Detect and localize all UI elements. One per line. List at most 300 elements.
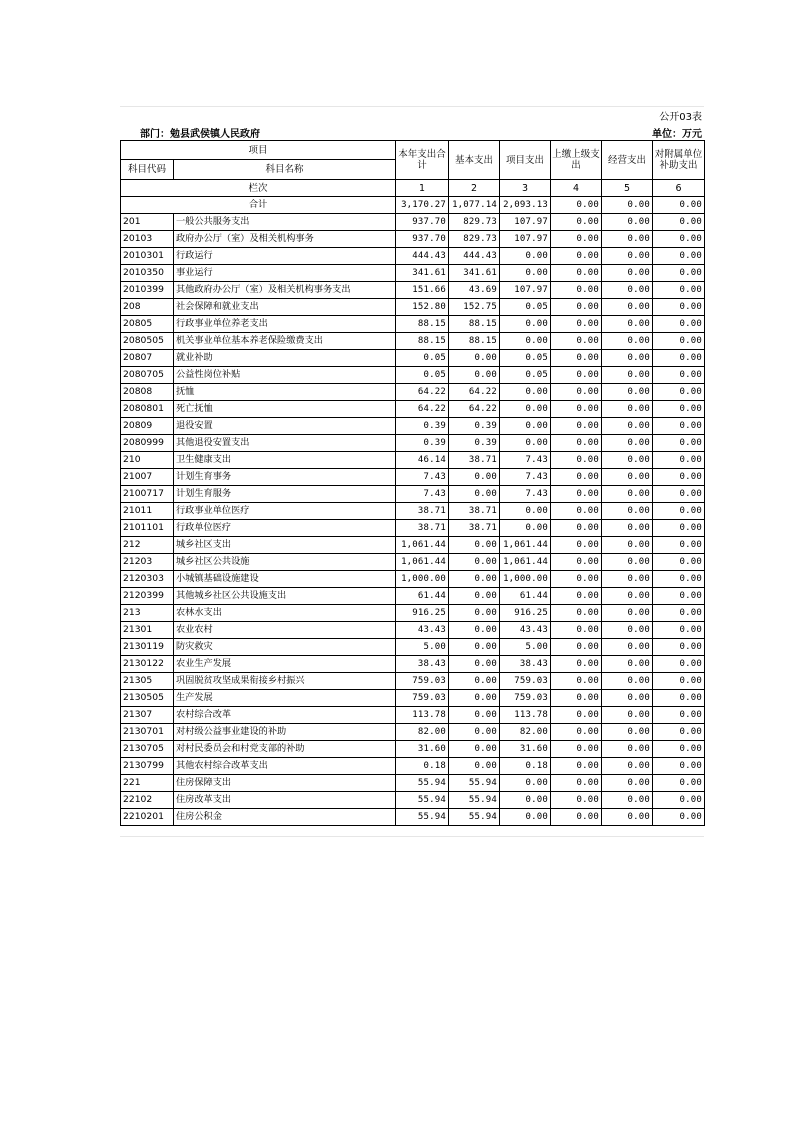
table-row	[121, 333, 705, 350]
cell-code: 21007	[121, 469, 174, 486]
cell-value: 0.00	[551, 673, 602, 690]
cell-code: 2101101	[121, 520, 174, 537]
cell-value: 0.00	[653, 554, 705, 571]
cell-value: 0.00	[653, 537, 705, 554]
cell-value: 0.00	[551, 537, 602, 554]
cell-value: 152.80	[396, 299, 449, 316]
cell-value: 31.60	[396, 741, 449, 758]
cell-value: 0.00	[653, 265, 705, 282]
cell-value: 0.00	[551, 418, 602, 435]
cell-value: 55.94	[449, 775, 500, 792]
cell-value: 444.43	[396, 248, 449, 265]
cell-value: 0.00	[551, 435, 602, 452]
cell-name: 巩固脱贫攻坚成果衔接乡村振兴	[174, 673, 396, 690]
cell-value: 0.00	[602, 809, 653, 826]
cell-value: 38.71	[396, 520, 449, 537]
cell-value: 0.00	[551, 741, 602, 758]
cell-value: 0.00	[602, 282, 653, 299]
table-row	[121, 690, 705, 707]
table-row	[121, 248, 705, 265]
cell-code: 21305	[121, 673, 174, 690]
cell-value: 759.03	[396, 673, 449, 690]
cell-value: 0.00	[602, 384, 653, 401]
cell-value: 38.71	[449, 503, 500, 520]
cell-value: 0.00	[500, 520, 551, 537]
cell-value: 0.00	[500, 401, 551, 418]
cell-value: 0.00	[449, 758, 500, 775]
cell-value: 0.39	[449, 435, 500, 452]
cell-name: 农业生产发展	[174, 656, 396, 673]
cell-value: 0.00	[551, 809, 602, 826]
cell-code: 2210201	[121, 809, 174, 826]
unit-label: 单位：万元	[652, 129, 702, 140]
cell-value: 0.00	[551, 775, 602, 792]
cell-code: 2080505	[121, 333, 174, 350]
cell-value: 0.00	[551, 469, 602, 486]
cell-value: 31.60	[500, 741, 551, 758]
cell-value: 38.71	[449, 452, 500, 469]
cell-code: 2080801	[121, 401, 174, 418]
cell-value: 0.00	[653, 384, 705, 401]
cell-value: 0.00	[449, 741, 500, 758]
cell-name: 城乡社区公共设施	[174, 554, 396, 571]
cell-code: 2080705	[121, 367, 174, 384]
cell-value: 0.39	[396, 435, 449, 452]
cell-value: 341.61	[396, 265, 449, 282]
cell-value: 0.00	[602, 537, 653, 554]
cell-code: 21011	[121, 503, 174, 520]
table-row	[121, 316, 705, 333]
cell-value: 0.00	[551, 571, 602, 588]
cell-value: 759.03	[396, 690, 449, 707]
table-row	[121, 418, 705, 435]
cell-name: 住房保障支出	[174, 775, 396, 792]
table-row	[121, 639, 705, 656]
cell-value: 0.00	[551, 503, 602, 520]
cell-name: 其他退役安置支出	[174, 435, 396, 452]
cell-value: 0.00	[653, 503, 705, 520]
cell-value: 64.22	[449, 384, 500, 401]
cell-code: 210	[121, 452, 174, 469]
cell-value: 7.43	[500, 469, 551, 486]
cell-value: 0.00	[602, 333, 653, 350]
cell-value: 0.00	[602, 299, 653, 316]
cell-value: 5.00	[500, 639, 551, 656]
cell-name: 生产发展	[174, 690, 396, 707]
cell-value: 0.00	[602, 792, 653, 809]
cell-value: 916.25	[396, 605, 449, 622]
cell-code: 201	[121, 214, 174, 231]
cell-code: 208	[121, 299, 174, 316]
total-label: 合计	[121, 197, 396, 214]
table-row	[121, 401, 705, 418]
cell-value: 0.00	[500, 792, 551, 809]
header-row-label: 栏次	[121, 180, 396, 197]
table-row	[121, 486, 705, 503]
cell-value: 0.00	[602, 588, 653, 605]
cell-name: 其他政府办公厅（室）及相关机构事务支出	[174, 282, 396, 299]
cell-value: 0.00	[602, 367, 653, 384]
cell-value: 88.15	[396, 316, 449, 333]
table-row	[121, 299, 705, 316]
cell-value: 0.18	[396, 758, 449, 775]
cell-code: 20808	[121, 384, 174, 401]
cell-value: 0.00	[653, 418, 705, 435]
cell-value: 1,000.00	[500, 571, 551, 588]
cell-value: 55.94	[396, 775, 449, 792]
cell-value: 759.03	[500, 690, 551, 707]
cell-value: 0.00	[551, 486, 602, 503]
cell-value: 0.00	[449, 537, 500, 554]
table-row	[121, 588, 705, 605]
table-row	[121, 707, 705, 724]
cell-value: 916.25	[500, 605, 551, 622]
cell-value: 0.00	[653, 656, 705, 673]
header-operating: 经营支出	[602, 141, 653, 180]
cell-name: 对村民委员会和村党支部的补助	[174, 741, 396, 758]
cell-value: 0.00	[500, 503, 551, 520]
cell-code: 2080999	[121, 435, 174, 452]
cell-value: 0.00	[500, 418, 551, 435]
table-row	[121, 503, 705, 520]
cell-value: 0.18	[500, 758, 551, 775]
cell-value: 0.00	[551, 622, 602, 639]
cell-value: 0.00	[449, 690, 500, 707]
cell-value: 43.43	[396, 622, 449, 639]
cell-name: 行政事业单位养老支出	[174, 316, 396, 333]
cell-value: 0.00	[653, 758, 705, 775]
cell-value: 0.00	[500, 435, 551, 452]
cell-code: 2120303	[121, 571, 174, 588]
cell-value: 0.00	[602, 554, 653, 571]
cell-value: 0.00	[449, 673, 500, 690]
cell-value: 0.00	[551, 197, 602, 214]
cell-value: 0.00	[653, 333, 705, 350]
cell-value: 7.43	[500, 486, 551, 503]
cell-value: 0.00	[551, 724, 602, 741]
cell-value: 0.39	[396, 418, 449, 435]
cell-value: 0.00	[551, 605, 602, 622]
table-row	[121, 741, 705, 758]
cell-name: 机关事业单位基本养老保险缴费支出	[174, 333, 396, 350]
cell-value: 61.44	[500, 588, 551, 605]
cell-value: 0.00	[602, 452, 653, 469]
cell-value: 64.22	[396, 401, 449, 418]
cell-code: 2100717	[121, 486, 174, 503]
cell-value: 0.00	[449, 350, 500, 367]
cell-value: 113.78	[396, 707, 449, 724]
cell-value: 88.15	[449, 316, 500, 333]
cell-value: 0.00	[602, 520, 653, 537]
table-row	[121, 605, 705, 622]
cell-name: 就业补助	[174, 350, 396, 367]
cell-value: 0.00	[653, 452, 705, 469]
cell-value: 0.00	[551, 316, 602, 333]
cell-value: 0.00	[653, 350, 705, 367]
table-row	[121, 367, 705, 384]
cell-value: 0.00	[602, 265, 653, 282]
cell-value: 107.97	[500, 282, 551, 299]
cell-value: 0.00	[602, 316, 653, 333]
cell-value: 0.00	[500, 265, 551, 282]
cell-value: 7.43	[500, 452, 551, 469]
cell-value: 0.00	[602, 197, 653, 214]
cell-value: 0.00	[653, 639, 705, 656]
cell-name: 社会保障和就业支出	[174, 299, 396, 316]
cell-value: 0.00	[551, 214, 602, 231]
cell-code: 21307	[121, 707, 174, 724]
cell-value: 55.94	[396, 809, 449, 826]
cell-value: 0.00	[653, 605, 705, 622]
cell-code: 20805	[121, 316, 174, 333]
cell-value: 7.43	[396, 486, 449, 503]
sheet-bottom	[120, 826, 704, 837]
cell-value: 0.05	[500, 367, 551, 384]
cell-value: 0.00	[449, 605, 500, 622]
cell-value: 0.00	[551, 690, 602, 707]
cell-value: 0.00	[653, 741, 705, 758]
cell-value: 113.78	[500, 707, 551, 724]
cell-code: 2010350	[121, 265, 174, 282]
cell-value: 43.43	[500, 622, 551, 639]
cell-code: 2130122	[121, 656, 174, 673]
cell-value: 0.00	[551, 384, 602, 401]
cell-value: 0.00	[602, 707, 653, 724]
cell-name: 行政单位医疗	[174, 520, 396, 537]
cell-value: 0.00	[449, 554, 500, 571]
cell-value: 64.22	[449, 401, 500, 418]
cell-value: 38.71	[449, 520, 500, 537]
cell-value: 0.05	[396, 350, 449, 367]
cell-code: 2130705	[121, 741, 174, 758]
cell-value: 55.94	[396, 792, 449, 809]
cell-value: 0.00	[602, 673, 653, 690]
cell-value: 0.00	[653, 690, 705, 707]
cell-value: 0.00	[449, 707, 500, 724]
cell-value: 0.00	[653, 469, 705, 486]
cell-value: 0.00	[653, 435, 705, 452]
table-row	[121, 775, 705, 792]
cell-value: 0.00	[602, 622, 653, 639]
expenditure-sheet	[120, 106, 704, 837]
cell-value: 0.00	[653, 724, 705, 741]
cell-value: 38.43	[396, 656, 449, 673]
col-num: 5	[602, 180, 653, 197]
cell-value: 0.00	[551, 350, 602, 367]
table-row	[121, 350, 705, 367]
cell-value: 0.00	[500, 809, 551, 826]
cell-value: 7.43	[396, 469, 449, 486]
cell-value: 0.00	[551, 588, 602, 605]
cell-value: 151.66	[396, 282, 449, 299]
cell-value: 0.00	[602, 469, 653, 486]
cell-value: 0.00	[551, 452, 602, 469]
cell-value: 0.00	[602, 690, 653, 707]
table-row	[121, 520, 705, 537]
cell-value: 0.00	[653, 401, 705, 418]
cell-value: 38.71	[396, 503, 449, 520]
cell-value: 0.00	[602, 401, 653, 418]
cell-value: 0.00	[653, 707, 705, 724]
cell-value: 1,000.00	[396, 571, 449, 588]
cell-value: 937.70	[396, 231, 449, 248]
cell-value: 82.00	[500, 724, 551, 741]
cell-name: 其他农村综合改革支出	[174, 758, 396, 775]
cell-value: 0.00	[602, 418, 653, 435]
header-project-exp: 项目支出	[500, 141, 551, 180]
cell-value: 0.00	[500, 316, 551, 333]
cell-value: 341.61	[449, 265, 500, 282]
cell-name: 其他城乡社区公共设施支出	[174, 588, 396, 605]
cell-value: 0.00	[653, 282, 705, 299]
cell-value: 0.05	[396, 367, 449, 384]
cell-value: 0.05	[500, 299, 551, 316]
cell-value: 829.73	[449, 231, 500, 248]
cell-value: 0.00	[653, 792, 705, 809]
table-row	[121, 673, 705, 690]
cell-value: 43.69	[449, 282, 500, 299]
cell-value: 0.00	[500, 775, 551, 792]
cell-name: 城乡社区支出	[174, 537, 396, 554]
cell-value: 0.00	[551, 248, 602, 265]
cell-code: 20807	[121, 350, 174, 367]
cell-value: 0.00	[602, 775, 653, 792]
cell-name: 农村综合改革	[174, 707, 396, 724]
cell-name: 对村级公益事业建设的补助	[174, 724, 396, 741]
cell-value: 0.00	[653, 809, 705, 826]
table-row	[121, 554, 705, 571]
cell-value: 0.00	[653, 316, 705, 333]
cell-value: 0.00	[551, 554, 602, 571]
cell-value: 0.00	[602, 656, 653, 673]
cell-value: 38.43	[500, 656, 551, 673]
cell-value: 0.00	[602, 758, 653, 775]
cell-value: 0.00	[449, 367, 500, 384]
header-code: 科目代码	[121, 160, 174, 180]
cell-value: 0.00	[551, 333, 602, 350]
header-project: 项目	[121, 141, 396, 160]
cell-value: 0.00	[449, 469, 500, 486]
cell-value: 0.00	[500, 333, 551, 350]
cell-value: 88.15	[449, 333, 500, 350]
cell-value: 0.00	[653, 588, 705, 605]
cell-code: 213	[121, 605, 174, 622]
table-row	[121, 214, 705, 231]
table-row	[121, 537, 705, 554]
cell-value: 759.03	[500, 673, 551, 690]
department-label: 部门：勉县武侯镇人民政府	[140, 129, 260, 140]
cell-name: 卫生健康支出	[174, 452, 396, 469]
cell-value: 937.70	[396, 214, 449, 231]
table-row	[121, 282, 705, 299]
sheet-meta	[120, 123, 704, 140]
cell-value: 64.22	[396, 384, 449, 401]
cell-name: 小城镇基础设施建设	[174, 571, 396, 588]
cell-name: 公益性岗位补贴	[174, 367, 396, 384]
form-number: 公开03表	[659, 112, 702, 123]
cell-value: 0.00	[602, 214, 653, 231]
cell-code: 20103	[121, 231, 174, 248]
cell-value: 0.00	[449, 622, 500, 639]
table-row	[121, 571, 705, 588]
cell-name: 行政事业单位医疗	[174, 503, 396, 520]
cell-code: 2130701	[121, 724, 174, 741]
cell-value: 0.00	[551, 282, 602, 299]
cell-code: 221	[121, 775, 174, 792]
cell-value: 152.75	[449, 299, 500, 316]
cell-code: 2120399	[121, 588, 174, 605]
cell-code: 2130505	[121, 690, 174, 707]
cell-value: 0.00	[602, 486, 653, 503]
cell-value: 82.00	[396, 724, 449, 741]
cell-value: 0.00	[551, 231, 602, 248]
cell-value: 0.00	[449, 639, 500, 656]
cell-code: 2130799	[121, 758, 174, 775]
col-num: 3	[500, 180, 551, 197]
cell-value: 0.00	[602, 639, 653, 656]
cell-value: 3,170.27	[396, 197, 449, 214]
cell-value: 1,061.44	[396, 537, 449, 554]
cell-value: 0.00	[500, 384, 551, 401]
cell-code: 20809	[121, 418, 174, 435]
cell-value: 0.00	[449, 571, 500, 588]
header-subsidy: 对附属单位补助支出	[653, 141, 705, 180]
table-row	[121, 265, 705, 282]
cell-value: 0.00	[653, 367, 705, 384]
cell-value: 107.97	[500, 214, 551, 231]
cell-code: 21301	[121, 622, 174, 639]
cell-name: 政府办公厅（室）及相关机构事务	[174, 231, 396, 248]
cell-value: 0.00	[602, 435, 653, 452]
col-num: 1	[396, 180, 449, 197]
cell-value: 0.00	[602, 741, 653, 758]
cell-value: 0.00	[551, 792, 602, 809]
table-row	[121, 452, 705, 469]
header-total: 本年支出合计	[396, 141, 449, 180]
cell-value: 1,061.44	[500, 537, 551, 554]
cell-value: 0.00	[551, 401, 602, 418]
table-body	[121, 197, 705, 826]
cell-value: 829.73	[449, 214, 500, 231]
cell-name: 住房公积金	[174, 809, 396, 826]
sheet-top	[120, 106, 704, 123]
cell-value: 0.00	[449, 724, 500, 741]
cell-value: 1,061.44	[396, 554, 449, 571]
cell-value: 0.00	[653, 486, 705, 503]
cell-code: 21203	[121, 554, 174, 571]
table-row	[121, 724, 705, 741]
cell-code: 2130119	[121, 639, 174, 656]
table-row	[121, 758, 705, 775]
table-row	[121, 435, 705, 452]
cell-value: 0.00	[653, 231, 705, 248]
cell-value: 0.00	[551, 367, 602, 384]
cell-value: 0.05	[500, 350, 551, 367]
col-num: 2	[449, 180, 500, 197]
cell-name: 事业运行	[174, 265, 396, 282]
table-row	[121, 231, 705, 248]
cell-value: 0.00	[653, 248, 705, 265]
cell-value: 0.00	[449, 486, 500, 503]
cell-value: 0.00	[602, 231, 653, 248]
table-row	[121, 809, 705, 826]
cell-value: 0.00	[653, 622, 705, 639]
cell-value: 55.94	[449, 809, 500, 826]
cell-value: 0.00	[602, 248, 653, 265]
cell-name: 住房改革支出	[174, 792, 396, 809]
table-row	[121, 384, 705, 401]
expenditure-table	[120, 140, 705, 826]
